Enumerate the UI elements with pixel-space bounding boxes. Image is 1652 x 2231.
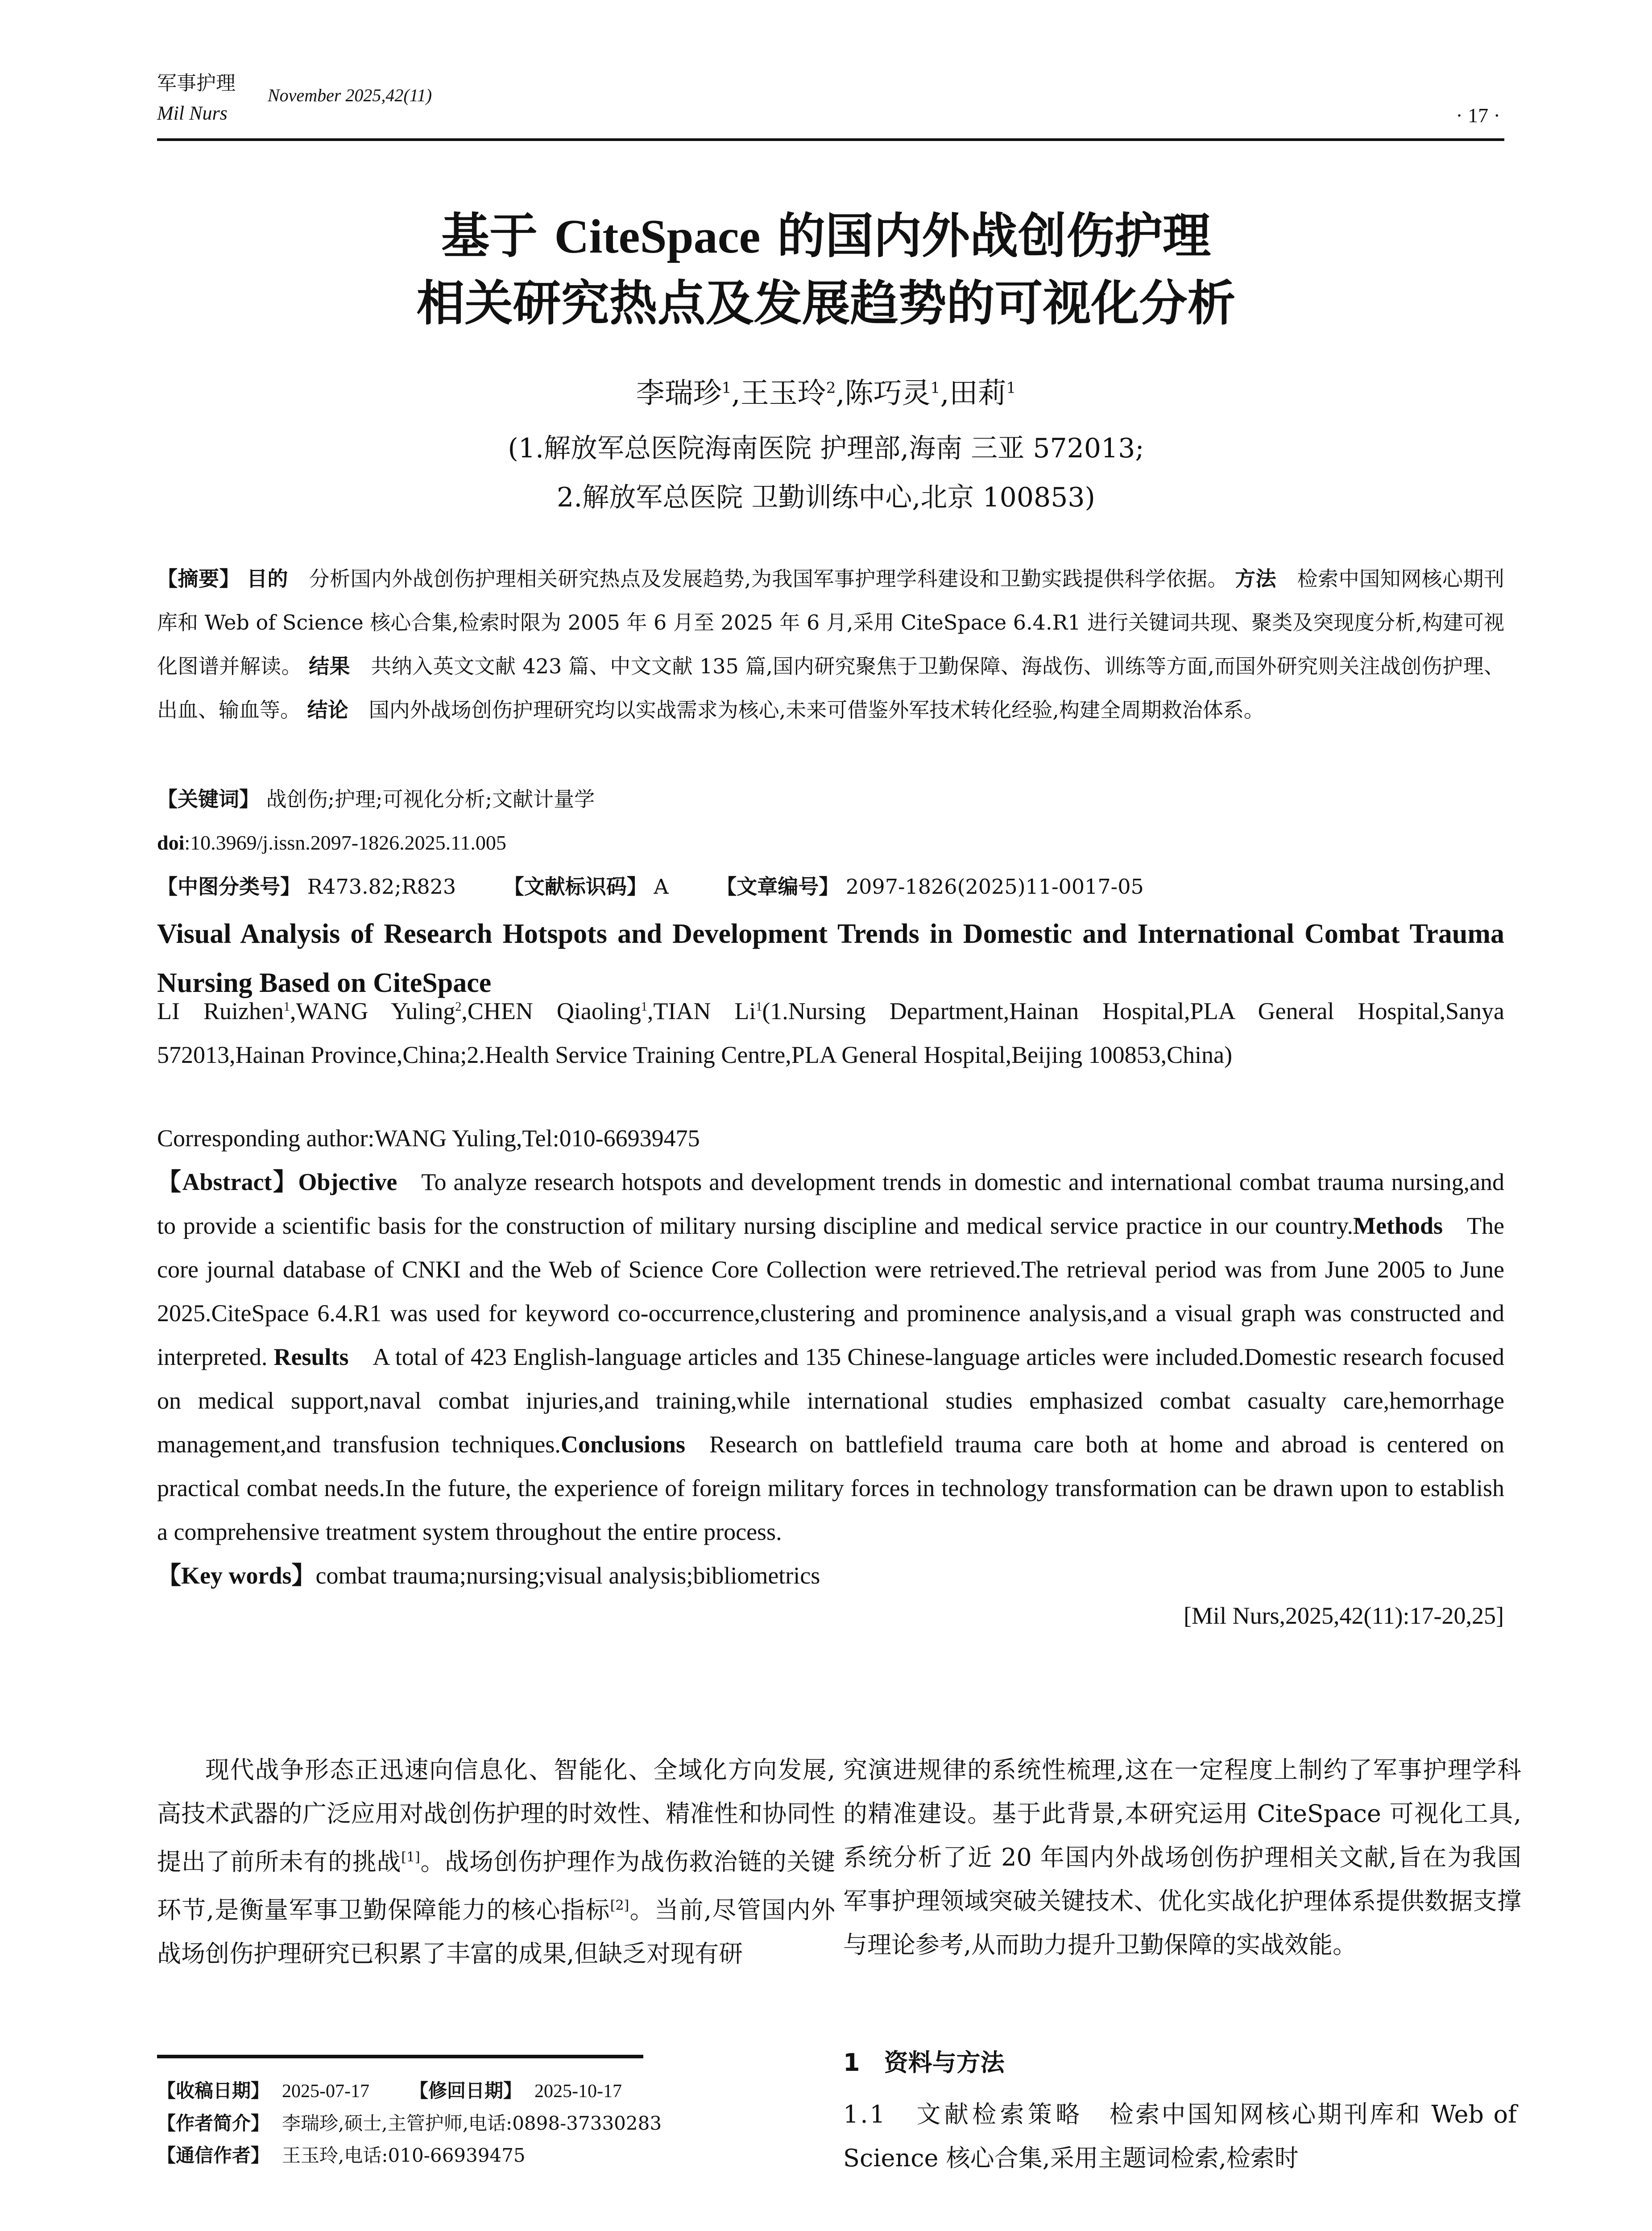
methods-label: 方法 bbox=[1235, 567, 1277, 591]
doi bbox=[157, 821, 1504, 865]
corresponding-label: 【通信作者】 bbox=[157, 2144, 270, 2166]
clc-label: 【中图分类号】 bbox=[157, 875, 301, 899]
citation: [Mil Nurs,2025,42(11):17-20,25] bbox=[1184, 1602, 1504, 1629]
author: 王玉玲 bbox=[740, 377, 826, 410]
body-paragraph bbox=[157, 1748, 835, 1976]
doc-code-label: 【文献标识码】 bbox=[503, 875, 647, 899]
results-label: Results bbox=[273, 1344, 349, 1370]
abstract-label: 【Abstract】 bbox=[157, 1169, 298, 1195]
author: 田莉 bbox=[949, 377, 1006, 410]
keywords-en bbox=[157, 1554, 1504, 1597]
body-text: 现代战争形态正迅速向信息化、智能化、全域化方向发展,高技术武器的广泛应用对战创伤护理的时效性、精准性和协同性提出了前所未有的挑战 bbox=[157, 1756, 835, 1876]
author: 陈巧灵 bbox=[845, 377, 931, 410]
body-text: 检索中国知网核心期刊库和 Web of Science 核心合集,采用主题词检索,检索时 bbox=[843, 2100, 1517, 2172]
affiliations-cn bbox=[0, 424, 1652, 522]
title-text-en: CiteSpace bbox=[554, 210, 761, 263]
methods-label: Methods bbox=[1353, 1212, 1443, 1239]
conclusion-text: Research on battlefield trauma care both at home and abroad is centered on practical combat needs.In the future, the experience of foreign military forces in technology transformation can be drawn upon to establish a comprehensive treatment system throughout the entire process. bbox=[157, 1431, 1504, 1545]
keywords-value: combat trauma;nursing;visual analysis;bibliometrics bbox=[315, 1562, 820, 1589]
conclusion-label: Conclusions bbox=[560, 1431, 685, 1458]
author-affiliation-mark: 1 bbox=[283, 1000, 290, 1014]
article-title-cn bbox=[0, 203, 1652, 337]
author-affiliation-mark: 1 bbox=[930, 379, 940, 397]
received-date: 2025-07-17 bbox=[282, 2081, 369, 2102]
keywords-value: 战创伤;护理;可视化分析;文献计量学 bbox=[266, 787, 595, 811]
received-date-label: 【收稿日期】 bbox=[157, 2080, 270, 2102]
author-affiliation-mark: 1 bbox=[721, 379, 732, 397]
abstract-en bbox=[157, 1160, 1504, 1554]
objective-label: Objective bbox=[298, 1169, 397, 1195]
title-line-2: 相关研究热点及发展趋势的可视化分析 bbox=[416, 276, 1236, 332]
author-affiliation-mark: 2 bbox=[826, 379, 836, 397]
subsection bbox=[843, 2093, 1517, 2180]
methods-text: The core journal database of CNKI and the Web of Science Core Collection were retrieved.The retrieval period was from June 2005 to June 2025.CiteSpace 6.4.R1 was used for keyword co-occurrence,clustering and prominence analysis,and a visual graph was constructed and interpreted. bbox=[157, 1212, 1504, 1370]
conclusion-text: 国内外战场创伤护理研究均以实战需求为核心,未来可借鉴外军技术转化经验,构建全周期救治体系。 bbox=[368, 698, 1264, 722]
author-affiliation-mark: 1 bbox=[1006, 379, 1016, 397]
body-text: 。当前,尽管国内外战场创伤护理研究已积累了丰富的成果,但缺乏对现有研 bbox=[157, 1896, 835, 1968]
title-line-1 bbox=[0, 203, 1652, 270]
footnote-corresponding bbox=[157, 2140, 662, 2172]
body-column-right bbox=[843, 1748, 1521, 1967]
author-list-en: LI Ruizhen$^1$,WANG Yuling$^2$,CHEN Qiaoling$^1$,TIAN Li$^1$(1.Nursing Department,Hainan Hospital,PLA General Hospital,Sanya 572013,Hainan Province,China;2.Health Service Training Centre,PLA General Hospital,Beijing 100853,China) bbox=[157, 998, 1504, 1068]
subsection-heading: 1.1 文献检索策略 bbox=[843, 2100, 1084, 2128]
page-number: · 17 · bbox=[1456, 104, 1500, 127]
author: 李瑞珍 bbox=[636, 377, 722, 410]
article-title-en: Visual Analysis of Research Hotspots and Development Trends in Domestic and International Combat Trauma Nursing Based on CiteSpace bbox=[157, 919, 1504, 998]
revised-date-label: 【修回日期】 bbox=[409, 2080, 522, 2102]
affiliation-line: 2.解放军总医院 卫勤训练中心,北京 100853) bbox=[557, 482, 1095, 513]
title-text: 的国内外战创伤护理 bbox=[760, 208, 1211, 264]
title-text: 基于 bbox=[441, 208, 555, 264]
author-affiliation-mark: 1 bbox=[756, 1000, 762, 1014]
section-heading: 1 资料与方法 bbox=[843, 2049, 1005, 2077]
abstract-label: 【摘要】 bbox=[157, 567, 240, 591]
author-bio-label: 【作者简介】 bbox=[157, 2112, 270, 2134]
footnote-rule bbox=[157, 2055, 643, 2058]
keywords-cn bbox=[157, 777, 1504, 821]
objective-text: 分析国内外战创伤护理相关研究热点及发展趋势,为我国军事护理学科建设和卫勤实践提供科学依据。 bbox=[309, 567, 1229, 591]
keywords-label: 【关键词】 bbox=[157, 787, 260, 811]
objective-label: 目的 bbox=[247, 567, 289, 591]
body-text: 。战场创伤护理作为战伤救治链的关键环节,是衡量军事卫勤保障能力的核心指标 bbox=[157, 1848, 836, 1924]
doi-label: doi bbox=[157, 831, 185, 854]
corresponding-author: 王玉玲,电话:010-66939475 bbox=[282, 2144, 526, 2166]
keywords-label: 【Key words】 bbox=[157, 1562, 316, 1589]
affiliations-en: (1.Nursing Department,Hainan Hospital,PLA General Hospital,Sanya 572013,Hainan Province,China;2.Health Service Training Centre,PLA General Hospital,Beijing 100853,China) bbox=[157, 998, 1504, 1068]
author-affiliation-mark: 2 bbox=[455, 1000, 462, 1014]
body-paragraph: 究演进规律的系统性梳理,这在一定程度上制约了军事护理学科的精准建设。基于此背景,本研究运用 CiteSpace 可视化工具,系统分析了近 20 年国内外战场创伤护理相关文献,旨在为我国军事护理领域突破关键技术、优化实战化护理体系提供数据支撑与理论参考,从而助力提升卫勤保障的实战效能。 bbox=[843, 1756, 1521, 1959]
reference-mark[interactable]: [2] bbox=[610, 1898, 629, 1913]
classification-line bbox=[157, 865, 1504, 908]
corresponding-author-en: Corresponding author:WANG Yuling,Tel:010-66939475 bbox=[157, 1125, 700, 1152]
issue-info: November 2025,42(11) bbox=[268, 85, 432, 105]
revised-date: 2025-10-17 bbox=[534, 2081, 622, 2102]
article-number-value: 2097-1826(2025)11-0017-05 bbox=[845, 875, 1144, 899]
journal-name-en: Mil Nurs bbox=[157, 102, 228, 124]
doi-value[interactable]: :10.3969/j.issn.2097-1826.2025.11.005 bbox=[184, 831, 506, 854]
author-list-cn: 李瑞珍$^1$,王玉玲$^2$,陈巧灵$^1$,田莉$^1$ bbox=[636, 377, 1016, 410]
author: LI Ruizhen bbox=[157, 998, 284, 1024]
objective-text: To analyze research hotspots and development trends in domestic and international combat trauma nursing,and to provide a scientific basis for the construction of military nursing discipline and medical service practice in our country. bbox=[157, 1169, 1504, 1239]
results-label: 结果 bbox=[309, 654, 350, 678]
methods-text: 检索中国知网核心期刊库和 Web of Science 核心合集,检索时限为 2005 年 6 月至 2025 年 6 月,采用 CiteSpace 6.4.R1 进行关键词共现、聚类及突现度分析,构建可视化图谱并解读。 bbox=[157, 567, 1505, 678]
abstract-cn bbox=[157, 557, 1504, 732]
author-bio: 李瑞珍,硕士,主管护师,电话:0898-37330283 bbox=[282, 2112, 662, 2134]
footnotes bbox=[157, 2075, 662, 2172]
header-rule bbox=[157, 138, 1504, 141]
conclusion-label: 结论 bbox=[307, 698, 348, 722]
body-column-left bbox=[157, 1748, 835, 1976]
doc-code-value: A bbox=[654, 875, 669, 899]
article-number-label: 【文章编号】 bbox=[716, 875, 840, 899]
affiliation-line: (1.解放军总医院海南医院 护理部,海南 三亚 572013; bbox=[508, 433, 1144, 464]
journal-name-cn: 军事护理 bbox=[157, 72, 236, 95]
footnote-dates bbox=[157, 2075, 662, 2107]
clc-value: R473.82;R823 bbox=[307, 875, 456, 899]
results-text: A total of 423 English-language articles and 135 Chinese-language articles were included.Domestic research focused on medical support,naval combat injuries,and training,while international studies emphasized combat casualty care,hemorrhage management,and transfusion techniques. bbox=[157, 1344, 1504, 1458]
author: WANG Yuling bbox=[296, 998, 455, 1024]
author-affiliation-mark: 1 bbox=[641, 1000, 647, 1014]
reference-mark[interactable]: [1] bbox=[401, 1849, 420, 1865]
footnote-author-bio bbox=[157, 2107, 662, 2140]
author: TIAN Li bbox=[653, 998, 756, 1024]
results-text: 共纳入英文文献 423 篇、中文文献 135 篇,国内研究聚焦于卫勤保障、海战伤、训练等方面,而国外研究则关注战创伤护理、出血、输血等。 bbox=[157, 654, 1505, 722]
author: CHEN Qiaoling bbox=[467, 998, 641, 1024]
